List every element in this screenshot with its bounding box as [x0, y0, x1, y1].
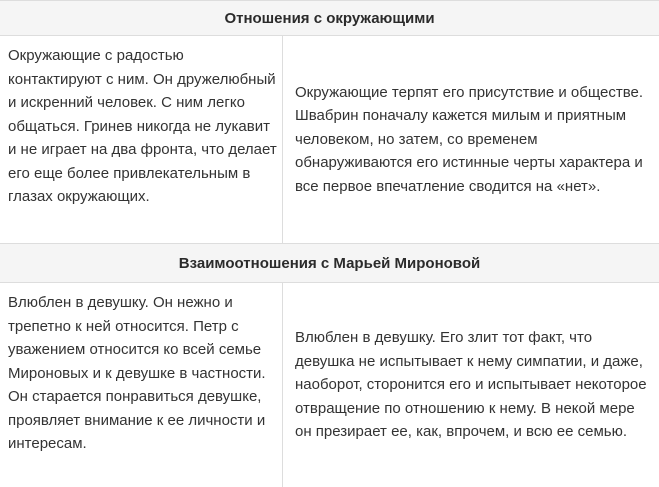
section-title: Отношения с окружающими	[224, 9, 435, 27]
cell-text: Влюблен в девушку. Его злит тот факт, что девушка не испытывает к нему симпатии, и даже, наоборот, сторонится его и испытывает некоторое отвращение по отношению к нему. В некой мере он презирает ее, как, впрочем, и всю ее семью.	[295, 329, 647, 441]
cell-text: Окружающие терпят его присутствие и обществе. Швабрин поначалу кажется милым и приятным человеком, но затем, со временем обнаруживаются его истинные черты характера и все первое впечатление сводится на «нет».	[295, 83, 644, 195]
cell-grinev-masha	[0, 283, 283, 487]
table-row-masha	[0, 283, 659, 487]
section-title: Взаимоотношения с Марьей Мироновой	[178, 254, 481, 272]
cell-text: Влюблен в девушку. Он нежно и трепетно к ней относится. Петр с уважением относится ко всей семье Мироновых и к девушке в частности. Он старается понравиться девушке, проявляет внимание к ее личности и интересам.	[8, 294, 266, 452]
table-row-relations	[0, 36, 659, 243]
section-header-relations	[0, 0, 659, 36]
cell-shvabrin-masha	[283, 283, 659, 487]
cell-shvabrin-relations	[283, 36, 659, 243]
cell-text: Окружающие с радостью контактируют с ним. Он дружелюбный и искренний человек. С ним легко общаться. Гринев никогда не лукавит и не играет на два фронта, что делает его еще более привлекательным в глазах окружающих.	[8, 47, 277, 205]
section-header-masha	[0, 243, 659, 283]
cell-grinev-relations	[0, 36, 283, 243]
